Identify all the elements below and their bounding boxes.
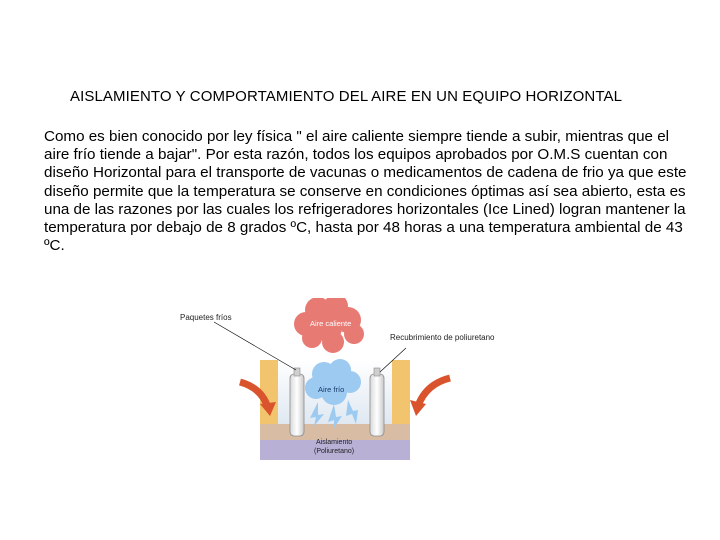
hot-air-label: Aire caliente	[310, 319, 352, 328]
hot-air-cloud	[294, 298, 364, 353]
slide-title: AISLAMIENTO Y COMPORTAMIENTO DEL AIRE EN UN EQUIPO HORIZONTAL	[70, 88, 623, 105]
cold-packs-label: Paquetes fríos	[180, 313, 232, 322]
cold-pack-left	[290, 368, 304, 436]
warm-air-arrow-right	[410, 378, 450, 416]
insulation-material-label: (Poliuretano)	[314, 448, 355, 455]
insulation-label: Aislamiento	[316, 439, 353, 446]
cold-pack-leader	[214, 322, 296, 370]
horizontal-cooler-diagram	[178, 298, 538, 466]
slide-body-text: Como es bien conocido por ley física " el aire caliente siempre tiende a subir, mientras que el aire frío tiende a bajar". Por esta razón, todos los equipos aprobados por O.M.S cuentan con diseño Horizontal para el transporte de vacunas o medicamentos de cadena de frio ya que este diseño permite que la temperatura se conserve en condiciones óptimas así sea abierto, esta es una de las razones por las cuales los refrigeradores horizontales (Ice Lined) logran mantener la temperatura por debajo de 8 grados ºC, hasta por 48 horas a una temperatura ambiental de 43 ºC.	[44, 128, 687, 255]
coating-label: Recubrimiento de poliuretano	[390, 333, 495, 342]
cold-air-label: Aire frío	[318, 385, 345, 394]
cold-pack-right	[370, 368, 384, 436]
